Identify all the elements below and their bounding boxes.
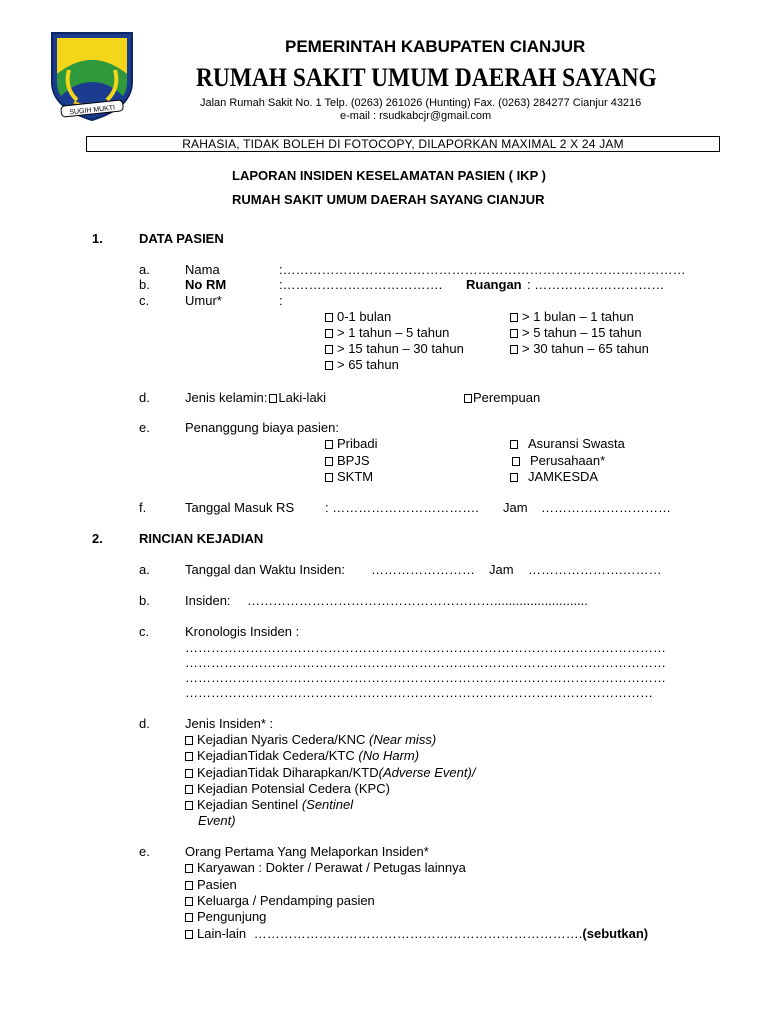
reporter-option-pengunjung[interactable]: Pengunjung xyxy=(185,909,266,925)
reporter-option-pasien[interactable]: Pasien xyxy=(185,877,237,893)
checkbox[interactable] xyxy=(185,864,193,873)
room-label: Ruangan xyxy=(466,277,522,292)
item-letter: e. xyxy=(139,844,150,859)
incident-type-kpc[interactable]: Kejadian Potensial Cedera (KPC) xyxy=(185,781,390,797)
hospital-heading: RUMAH SAKIT UMUM DAERAH SAYANG xyxy=(196,63,657,92)
gender-row xyxy=(185,390,326,406)
form-subtitle: RUMAH SAKIT UMUM DAERAH SAYANG CIANJUR xyxy=(232,192,545,207)
item-letter: e. xyxy=(139,420,150,435)
checkbox-female[interactable] xyxy=(464,394,472,403)
checkbox[interactable] xyxy=(185,930,193,939)
confidential-notice: RAHASIA, TIDAK BOLEH DI FOTOCOPY, DILAPORKAN MAXIMAL 2 X 24 JAM xyxy=(182,137,624,151)
checkbox[interactable] xyxy=(325,345,333,354)
rm-field[interactable]: :………………………………. xyxy=(279,277,443,292)
checkbox[interactable] xyxy=(325,457,333,466)
payer-label: Penanggung biaya pasien: xyxy=(185,420,339,435)
gender-label: Jenis kelamin: xyxy=(185,390,268,405)
item-letter: d. xyxy=(139,390,150,405)
age-option-15-30-thn[interactable]: > 15 tahun – 30 tahun xyxy=(325,341,464,357)
reporter-option-karyawan[interactable]: Karyawan : Dokter / Perawat / Petugas lainnya xyxy=(185,860,466,876)
incident-type-sentinel[interactable]: Kejadian Sentinel (Sentinel xyxy=(185,797,353,813)
chronology-line[interactable]: ………………………………………………………………………………………………… xyxy=(185,670,666,685)
rm-label: No RM xyxy=(185,277,227,292)
checkbox[interactable] xyxy=(325,361,333,370)
checkbox[interactable] xyxy=(185,785,193,794)
incident-type-ktd[interactable]: KejadianTidak Diharapkan/KTD(Adverse Event)/ xyxy=(185,765,475,781)
admission-time-field[interactable]: ………………………… xyxy=(541,500,671,515)
item-letter: c. xyxy=(139,624,150,639)
age-option-1-5-thn[interactable]: > 1 tahun – 5 tahun xyxy=(325,325,449,341)
checkbox[interactable] xyxy=(325,329,333,338)
admission-date-label: Tanggal Masuk RS xyxy=(185,500,295,515)
payer-option-jamkesda[interactable]: JAMKESDA xyxy=(510,469,598,485)
checkbox[interactable] xyxy=(185,913,193,922)
checkbox-male[interactable] xyxy=(269,394,277,403)
incident-type-sentinel-cont: Event) xyxy=(198,813,236,828)
checkbox[interactable] xyxy=(512,457,520,466)
age-option-30-65-thn[interactable]: > 30 tahun – 65 tahun xyxy=(510,341,649,357)
checkbox[interactable] xyxy=(510,440,518,449)
first-reporter-label: Orang Pertama Yang Melaporkan Insiden* xyxy=(185,844,429,859)
incident-label: Insiden: xyxy=(185,593,231,608)
item-letter: d. xyxy=(139,716,150,731)
chronology-line[interactable]: ………………………………………………………………………………………………… xyxy=(185,655,666,670)
checkbox[interactable] xyxy=(510,345,518,354)
item-letter: b. xyxy=(139,277,150,292)
checkbox[interactable] xyxy=(185,752,193,761)
rsud-logo xyxy=(49,30,135,122)
item-letter: a. xyxy=(139,562,150,577)
incident-datetime-label: Tanggal dan Waktu Insiden: xyxy=(185,562,345,577)
age-colon: : xyxy=(279,293,283,308)
section-1-title: DATA PASIEN xyxy=(139,231,224,246)
checkbox[interactable] xyxy=(325,473,333,482)
age-option-65-thn[interactable]: > 65 tahun xyxy=(325,357,399,373)
incident-date-field[interactable]: …………………… xyxy=(371,562,475,577)
email-line: e-mail : rsudkabcjr@gmail.com xyxy=(340,110,492,122)
incident-type-knc[interactable]: Kejadian Nyaris Cedera/KNC (Near miss) xyxy=(185,732,436,748)
incident-time-field[interactable]: ………………….……… xyxy=(528,562,662,577)
chronology-label: Kronologis Insiden : xyxy=(185,624,300,639)
checkbox[interactable] xyxy=(510,313,518,322)
gender-female-option[interactable]: Perempuan xyxy=(464,390,540,406)
age-option-0-1-bulan[interactable]: 0-1 bulan xyxy=(325,309,391,325)
admission-time-label: Jam xyxy=(503,500,528,515)
confidential-notice-box xyxy=(86,136,720,152)
age-option-5-15-thn[interactable]: > 5 tahun – 15 tahun xyxy=(510,325,642,341)
gov-heading: PEMERINTAH KABUPATEN CIANJUR xyxy=(285,37,586,56)
reporter-option-keluarga[interactable]: Keluarga / Pendamping pasien xyxy=(185,893,375,909)
age-label: Umur* xyxy=(185,293,222,308)
logo-motto: SUGIH MUKTI xyxy=(69,104,116,117)
age-option-1bln-1thn[interactable]: > 1 bulan – 1 tahun xyxy=(510,309,634,325)
section-1-number: 1. xyxy=(92,231,103,246)
section-2-number: 2. xyxy=(92,531,103,546)
checkbox[interactable] xyxy=(325,313,333,322)
checkbox[interactable] xyxy=(185,769,193,778)
other-specify-field[interactable]: …………………………………………………………………. xyxy=(253,926,583,941)
section-2-title: RINCIAN KEJADIAN xyxy=(139,531,264,546)
form-title: LAPORAN INSIDEN KESELAMATAN PASIEN ( IKP ) xyxy=(232,168,546,183)
incident-type-label: Jenis Insiden* : xyxy=(185,716,274,731)
incident-time-label: Jam xyxy=(489,562,514,577)
gender-male: Laki-laki xyxy=(278,390,327,405)
item-letter: f. xyxy=(139,500,147,515)
name-field[interactable]: :………………………………………………………………………………… xyxy=(279,262,686,277)
room-field[interactable]: : ………………………… xyxy=(527,277,665,292)
checkbox[interactable] xyxy=(325,440,333,449)
checkbox[interactable] xyxy=(185,736,193,745)
item-letter: b. xyxy=(139,593,150,608)
address-line: Jalan Rumah Sakit No. 1 Telp. (0263) 261026 (Hunting) Fax. (0263) 284277 Cianjur 43216 xyxy=(200,97,642,109)
checkbox[interactable] xyxy=(510,329,518,338)
payer-option-pribadi[interactable]: Pribadi xyxy=(325,436,377,452)
incident-field[interactable]: ………………………………………………….......................... xyxy=(247,593,588,608)
payer-option-perusahaan[interactable]: Perusahaan* xyxy=(512,453,605,469)
checkbox[interactable] xyxy=(510,473,518,482)
chronology-line[interactable]: ……………………………………………………………………………………………… xyxy=(185,685,653,700)
incident-type-ktc[interactable]: KejadianTidak Cedera/KTC (No Harm) xyxy=(185,748,419,764)
item-letter: a. xyxy=(139,262,150,277)
payer-option-sktm[interactable]: SKTM xyxy=(325,469,373,485)
checkbox[interactable] xyxy=(185,881,193,890)
specify-note: (sebutkan) xyxy=(582,926,649,941)
payer-option-bpjs[interactable]: BPJS xyxy=(325,453,370,469)
checkbox[interactable] xyxy=(185,801,193,810)
payer-option-asuransi[interactable]: Asuransi Swasta xyxy=(510,436,625,452)
chronology-line[interactable]: ………………………………………………………………………………………………… xyxy=(185,640,666,655)
reporter-option-lain-lain[interactable]: Lain-lain ………………………………………………………………….(sebutkan) xyxy=(185,926,648,942)
name-label: Nama xyxy=(185,262,220,277)
admission-date-field[interactable]: : ……………………………. xyxy=(325,500,479,515)
checkbox[interactable] xyxy=(185,897,193,906)
item-letter: c. xyxy=(139,293,150,308)
